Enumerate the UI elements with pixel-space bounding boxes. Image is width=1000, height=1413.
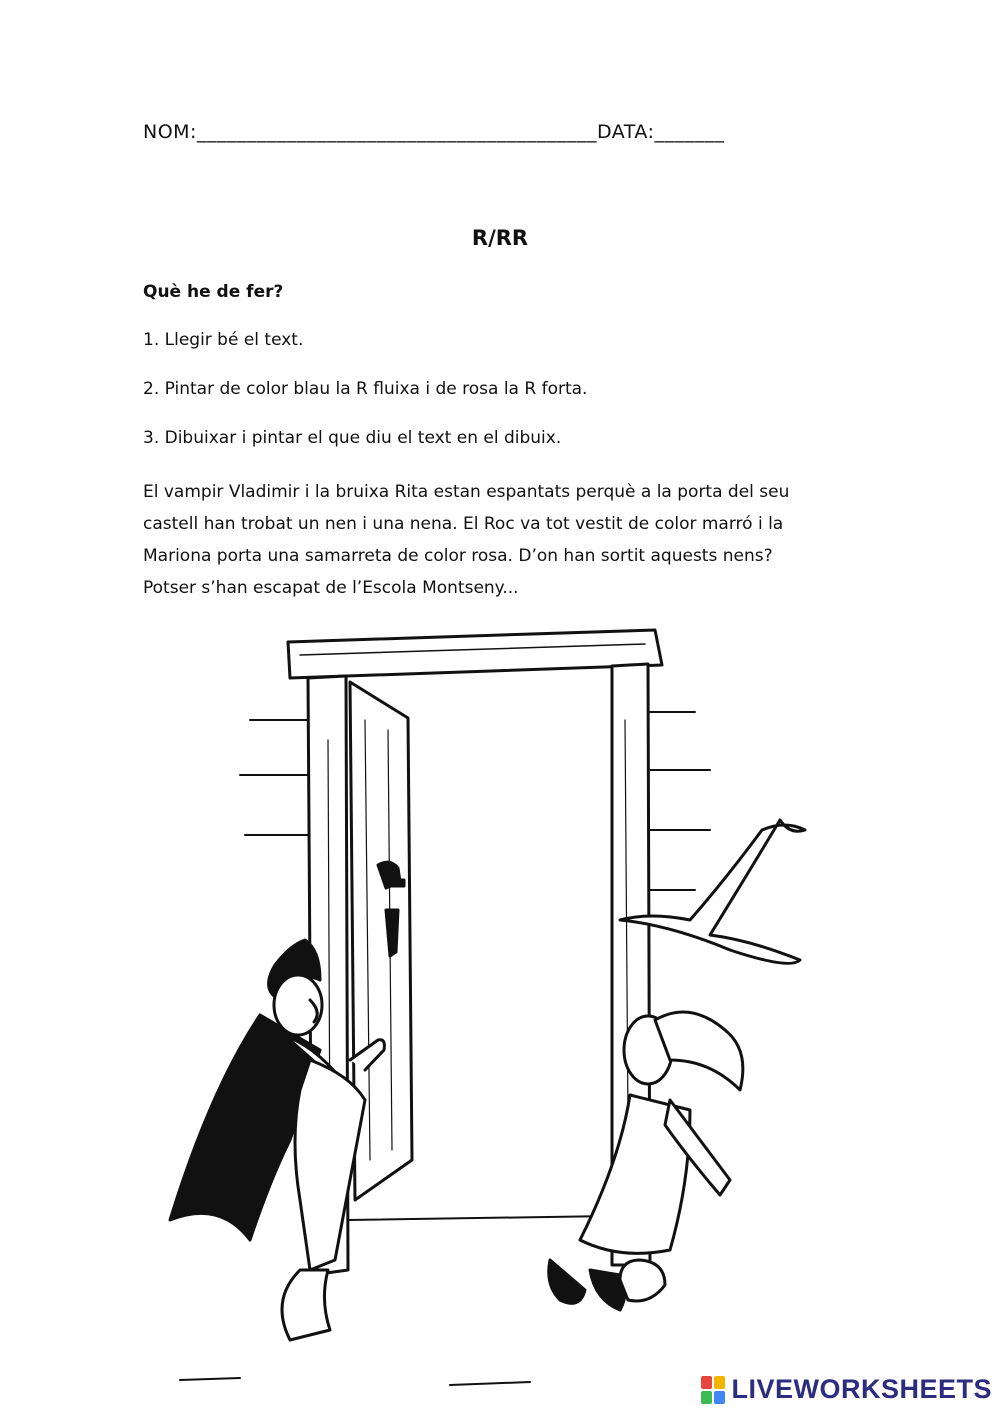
story-line: castell han trobat un nen i una nena. El Roc va tot vestit de color marró i la xyxy=(143,514,784,534)
liveworksheets-watermark xyxy=(701,1374,992,1405)
witch-figure xyxy=(549,820,805,1310)
nom-field[interactable]: ________________________________________ xyxy=(196,121,597,143)
watermark-text: LIVEWORKSHEETS xyxy=(731,1374,992,1404)
floor-marks xyxy=(180,1378,530,1385)
instruction-step-3: 3. Dibuixar i pintar el que diu el text en el dibuix. xyxy=(143,428,562,448)
story-line: El vampir Vladimir i la bruixa Rita estan espantats perquè a la porta del seu xyxy=(143,482,790,502)
data-label: DATA: xyxy=(596,121,655,143)
story-line: Mariona porta una samarreta de color rosa. D’on han sortit aquests nens? xyxy=(143,546,773,566)
data-field[interactable]: _______ xyxy=(654,121,725,143)
page-title: R/RR xyxy=(471,226,529,250)
door-vampire-witch-illustration xyxy=(150,620,850,1400)
story-line: Potser s’han escapat de l’Escola Montseny... xyxy=(143,578,519,598)
instruction-step-2: 2. Pintar de color blau la R fluixa i de rosa la R forta. xyxy=(143,379,588,399)
nom-label: NOM: xyxy=(143,121,197,143)
story-text xyxy=(143,476,863,604)
liveworksheets-logo-icon xyxy=(701,1376,725,1404)
name-date-header xyxy=(143,121,863,143)
instructions-heading: Què he de fer? xyxy=(143,282,284,302)
instruction-step-1: 1. Llegir bé el text. xyxy=(143,330,304,350)
